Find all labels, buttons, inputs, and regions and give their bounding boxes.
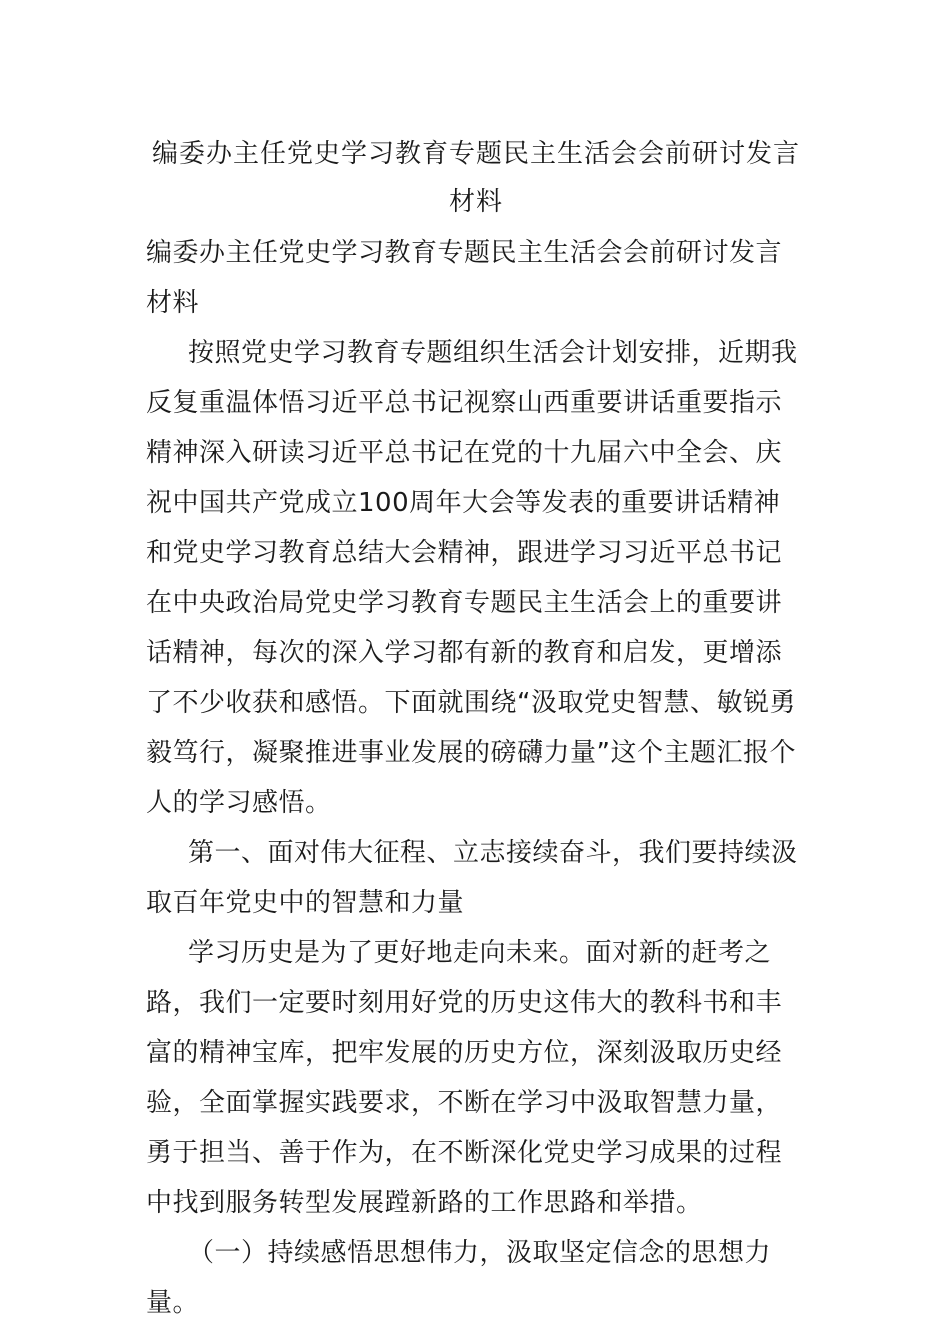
- section-heading-1: 第一、面对伟大征程、立志接续奋斗，我们要持续汲取百年党史中的智慧和力量: [146, 838, 798, 918]
- document-title: 编委办主任党史学习教育专题民主生活会会前研讨发言材料: [151, 139, 800, 217]
- repeated-title: 编委办主任党史学习教育专题民主生活会会前研讨发言材料: [146, 238, 783, 318]
- document-body: [146, 228, 806, 1328]
- section-1-paragraph: 学习历史是为了更好地走向未来。面对新的赶考之路，我们一定要时刻用好党的历史这伟大的教科书和丰富的精神宝库，把牢发展的历史方位，深刻汲取历史经验，全面掌握实践要求，不断在学习中汲取智慧力量，勇于担当、善于作为，在不断深化党史学习成果的过程中找到服务转型发展蹚新路的工作思路和举措。: [146, 938, 783, 1218]
- subsection-heading-1: （一）持续感悟思想伟力，汲取坚定信念的思想力量。: [146, 1238, 772, 1318]
- intro-paragraph: 按照党史学习教育专题组织生活会计划安排，近期我反复重温体悟习近平总书记视察山西重要讲话重要指示精神深入研读习近平总书记在党的十九届六中全会、庆祝中国共产党成立100周年大会等发表的重要讲话精神和党史学习教育总结大会精神，跟进学习习近平总书记在中央政治局党史学习教育专题民主生活会上的重要讲话精神，每次的深入学习都有新的教育和启发，更增添了不少收获和感悟。下面就围绕“汲取党史智慧、敏锐勇毅笃行，凝聚推进事业发展的磅礴力量”这个主题汇报个人的学习感悟。: [146, 338, 798, 818]
